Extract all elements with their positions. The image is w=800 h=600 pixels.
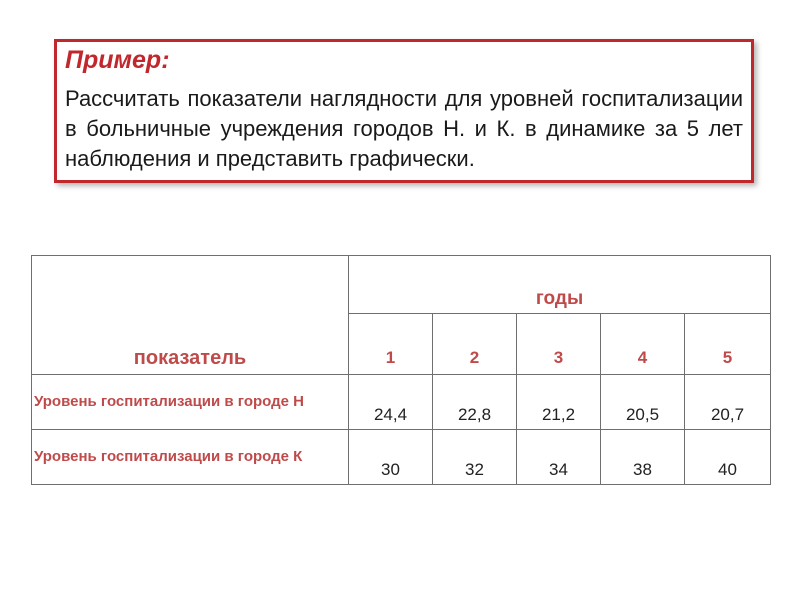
table-cell: 24,4 [349,375,433,430]
table-cell: 32 [433,430,517,485]
years-header: годы [349,256,771,314]
year-header-1: 1 [349,314,433,375]
table-cell: 38 [601,430,685,485]
example-title: Пример: [65,46,170,74]
table-row [32,375,771,430]
table-row [32,430,771,485]
example-text: Рассчитать показатели наглядности для уровней госпитализации в больничные учреждения городов Н. и К. в динамике за 5 лет наблюдения и представить графически. [65,86,743,171]
table-cell: 34 [517,430,601,485]
year-header-2: 2 [433,314,517,375]
table-cell: 22,8 [433,375,517,430]
row-label-city-n: Уровень госпитализации в городе Н [32,375,349,430]
table-header-row [32,256,771,314]
year-header-3: 3 [517,314,601,375]
year-header-4: 4 [601,314,685,375]
table-cell: 30 [349,430,433,485]
table-cell: 20,7 [685,375,771,430]
data-table [31,255,771,485]
year-header-5: 5 [685,314,771,375]
table-cell: 21,2 [517,375,601,430]
table-cell: 20,5 [601,375,685,430]
row-label-city-k: Уровень госпитализации в городе К [32,430,349,485]
table-cell: 40 [685,430,771,485]
indicator-header: показатель [32,256,349,375]
